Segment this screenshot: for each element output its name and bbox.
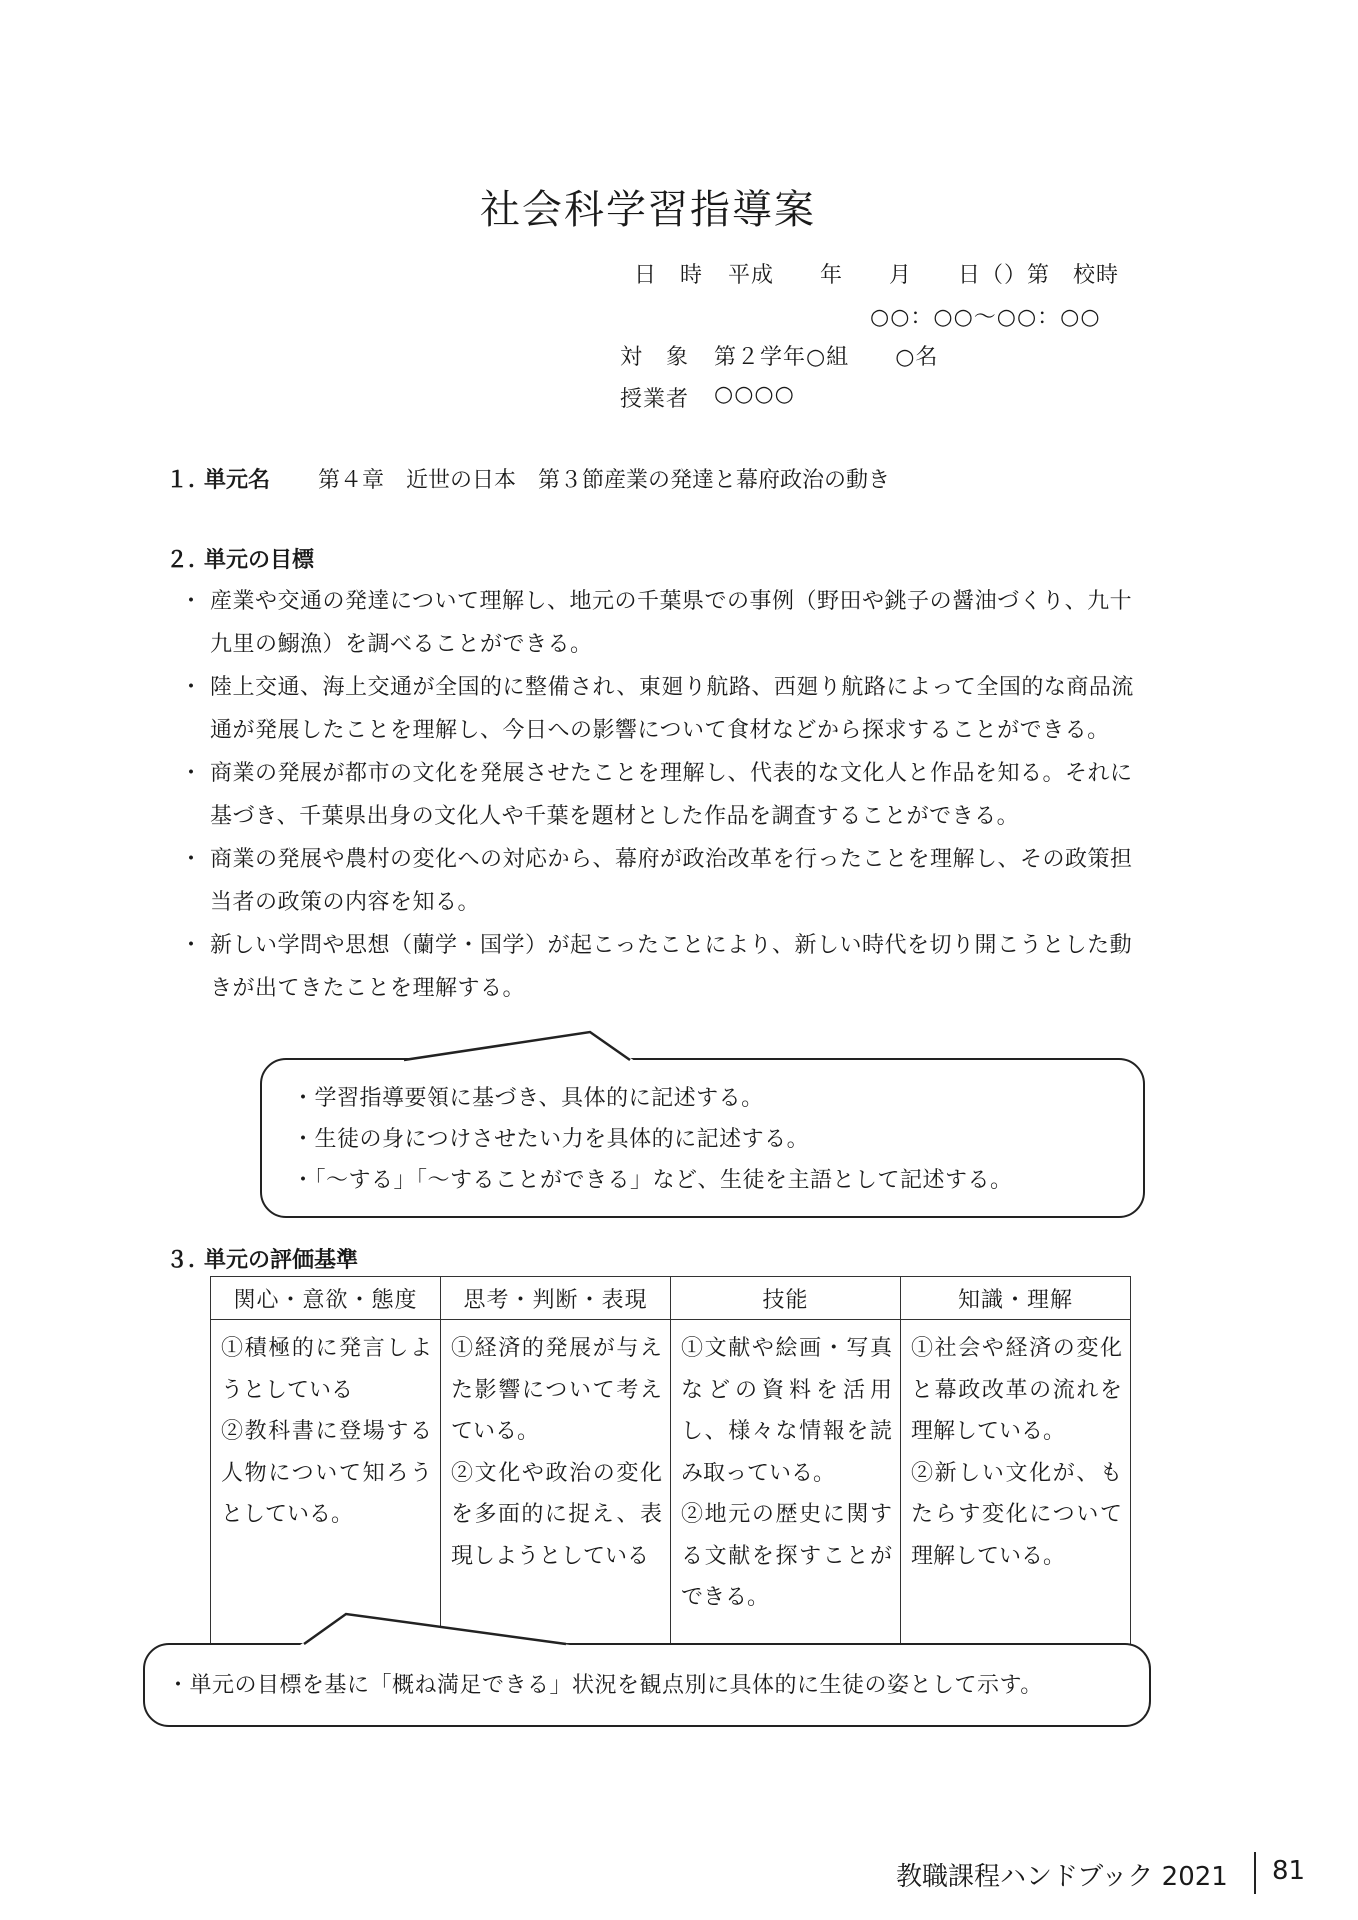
datetime-label: 日 時 — [634, 263, 704, 288]
criteria-cell-skill — [671, 1320, 901, 1655]
criteria-cell-thinking — [441, 1320, 671, 1655]
criteria-item: ②地元の歴史に関する文献を探すことができる。 — [681, 1502, 892, 1610]
section1-title: 単元名 — [204, 468, 271, 493]
callout-pointer — [400, 1030, 640, 1064]
callout-item: ・ 学習指導要領に基づき、具体的に記述する。 — [292, 1078, 1143, 1119]
column-header: 思考・判断・表現 — [441, 1277, 671, 1320]
target-value: 第２学年○組 ○名 — [714, 345, 939, 370]
section3-number: ３． — [166, 1248, 211, 1273]
callout-criteria-note — [143, 1643, 1151, 1727]
footer-divider — [1254, 1852, 1256, 1894]
target-label: 対 象 — [620, 345, 690, 370]
criteria-item: ①積極的に発言しようとしている — [221, 1336, 432, 1403]
section3-title: 単元の評価基準 — [204, 1248, 359, 1273]
callout-item: ・ 生徒の身につけさせたい力を具体的に記述する。 — [292, 1119, 1143, 1160]
section1-number: １． — [166, 468, 211, 493]
table-row — [211, 1320, 1131, 1655]
section2-title: 単元の目標 — [204, 548, 315, 573]
callout-goal-note — [260, 1058, 1145, 1218]
callout-pointer — [300, 1612, 580, 1648]
column-header: 知識・理解 — [901, 1277, 1131, 1320]
teacher-label: 授業者 — [620, 387, 690, 412]
evaluation-table — [210, 1276, 1131, 1655]
criteria-item: ①経済的発展が与えた影響について考えている。 — [451, 1336, 662, 1444]
callout-item: ・ 単元の目標を基に「概ね満足できる」状況を観点別に具体的に生徒の姿として示す。 — [167, 1665, 1149, 1706]
criteria-item: ②文化や政治の変化を多面的に捉え、表現しようとしている — [451, 1460, 662, 1569]
goal-item: ・ 陸上交通、海上交通が全国的に整備され、東廻り航路、西廻り航路によって全国的な商品流通が発展したことを理解し、今日への影響について食材などから探求することができる。 — [180, 666, 1150, 752]
callout-item: ・ 「〜する」「〜することができる」など、生徒を主語として記述する。 — [292, 1160, 1143, 1201]
goal-item: ・ 産業や交通の発達について理解し、地元の千葉県での事例（野田や銚子の醤油づくり、九十九里の鰯漁）を調べることができる。 — [180, 580, 1150, 666]
column-header: 関心・意欲・態度 — [211, 1277, 441, 1320]
goal-item: ・ 商業の発展が都市の文化を発展させたことを理解し、代表的な文化人と作品を知る。それに基づき、千葉県出身の文化人や千葉を題材とした作品を調査することができる。 — [180, 752, 1150, 838]
page-number: 81 — [1272, 1856, 1306, 1886]
goal-item: ・ 新しい学問や思想（蘭学・国学）が起こったことにより、新しい時代を切り開こうとした動きが出てきたことを理解する。 — [180, 924, 1150, 1010]
criteria-item: ①文献や絵画・写真などの資料を活用し、様々な情報を読み取っている。 — [681, 1336, 892, 1486]
goals-list — [180, 580, 1150, 1010]
criteria-cell-interest — [211, 1320, 441, 1655]
teacher-value: ○○○○ — [714, 382, 795, 407]
page-title: 社会科学習指導案 — [480, 187, 816, 233]
unit-name: 第４章 近世の日本 第３節産業の発達と幕府政治の動き — [318, 468, 891, 493]
section1-heading — [166, 463, 890, 494]
table-header-row — [211, 1277, 1131, 1320]
datetime-value: 平成 年 月 日（）第 校時 — [728, 263, 1120, 288]
criteria-cell-knowledge — [901, 1320, 1131, 1655]
footer-book-title: 教職課程ハンドブック 2021 — [896, 1862, 1228, 1892]
column-header: 技能 — [671, 1277, 901, 1320]
section2-number: ２． — [166, 548, 211, 573]
time-range: ○○：○○〜○○：○○ — [870, 305, 1101, 330]
criteria-item: ②教科書に登場する人物について知ろうとしている。 — [221, 1419, 432, 1527]
goal-item: ・ 商業の発展や農村の変化への対応から、幕府が政治改革を行ったことを理解し、その政策担当者の政策の内容を知る。 — [180, 838, 1150, 924]
section2-heading — [166, 543, 314, 574]
section3-heading — [166, 1243, 358, 1274]
criteria-item: ②新しい文化が、もたらす変化について理解している。 — [911, 1460, 1122, 1569]
criteria-item: ①社会や経済の変化と幕政改革の流れを理解している。 — [911, 1336, 1122, 1444]
